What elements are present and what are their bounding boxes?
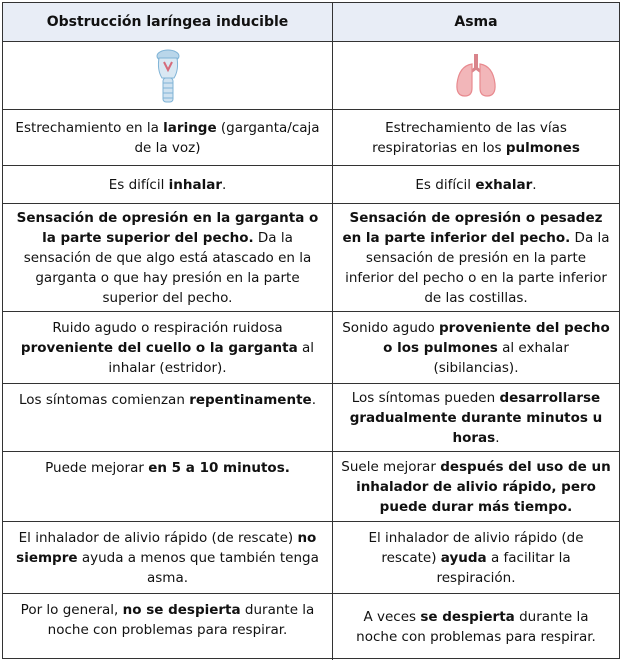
- lungs-icon: [453, 52, 499, 100]
- text-run: a facilitar la respiración.: [436, 549, 571, 586]
- text-run: Da la sensación de presión en la parte inferior del pecho o en la parte inferior de las costillas.: [345, 229, 610, 306]
- bold-text: en 5 a 10 minutos.: [148, 460, 290, 476]
- row8-left: [3, 594, 333, 660]
- row6-left: [3, 452, 333, 521]
- bold-text: repentinamente: [189, 392, 312, 408]
- text-run: durante la noche con problemas para respirar.: [356, 609, 596, 645]
- text-run: Los síntomas comienzan: [19, 392, 190, 408]
- text-run: Por lo general,: [20, 602, 123, 618]
- row4-left: [3, 312, 333, 383]
- bold-text: pulmones: [505, 139, 580, 156]
- bold-text: no se despierta: [122, 602, 241, 618]
- bold-text: exhalar: [475, 176, 533, 193]
- header-row: [3, 3, 619, 41]
- bold-text: proveniente del cuello o la garganta: [20, 339, 298, 356]
- row3-left: [3, 204, 333, 311]
- row1-left: [3, 110, 333, 165]
- table-row: [3, 109, 619, 165]
- header-right: Asma: [333, 3, 619, 41]
- bold-text: no siempre: [16, 529, 317, 566]
- text-run: .: [221, 176, 227, 193]
- table-row: [3, 593, 619, 660]
- text-run: Los síntomas pueden: [351, 389, 500, 406]
- bold-text: Sensación de opresión en la garganta o la parte superior del pecho.: [16, 209, 319, 246]
- table-row: [3, 311, 619, 383]
- icon-row: [3, 41, 619, 109]
- row2-left: [3, 166, 333, 203]
- row8-right: [333, 594, 619, 660]
- bold-text: inhalar: [168, 176, 222, 193]
- text-run: al exhalar (sibilancias).: [433, 339, 569, 376]
- text-run: A veces: [363, 609, 421, 625]
- bold-text: proveniente del pecho o los pulmones: [383, 319, 610, 356]
- table-row: [3, 451, 619, 521]
- row2-right: [333, 166, 619, 203]
- table-row: [3, 521, 619, 593]
- row5-right: [333, 384, 619, 451]
- text-run: Suele mejorar: [341, 458, 441, 475]
- text-run: .: [532, 176, 537, 193]
- text-run: Es difícil: [108, 176, 169, 193]
- header-left: Obstrucción laríngea inducible: [3, 3, 333, 41]
- text-run: .: [311, 392, 316, 408]
- bold-text: se despierta: [420, 609, 515, 625]
- bold-text: desarrollarse gradualmente durante minutos u horas: [349, 389, 603, 446]
- text-run: Puede mejorar: [45, 460, 149, 476]
- text-run: al inhalar (estridor).: [108, 339, 315, 376]
- table-row: [3, 165, 619, 203]
- bold-text: ayuda: [440, 549, 487, 566]
- icon-cell-left: [3, 42, 333, 109]
- text-run: .: [495, 429, 500, 446]
- text-run: Estrechamiento de las vías respiratorias en los: [372, 119, 567, 156]
- text-run: Ruido agudo o respiración ruidosa: [52, 319, 283, 336]
- comparison-table: [2, 2, 620, 659]
- icon-cell-right: [333, 42, 619, 109]
- text-run: Da la sensación de que algo está atascado en la garganta o que hay presión en la parte superior del pecho.: [23, 229, 312, 306]
- text-run: El inhalador de alivio rápido (de rescate): [18, 529, 298, 546]
- table-row: [3, 383, 619, 451]
- text-run: Estrechamiento en la: [15, 119, 164, 136]
- row7-right: [333, 522, 619, 593]
- bold-text: laringe: [163, 119, 217, 136]
- text-run: Sonido agudo: [342, 319, 440, 336]
- row1-right: [333, 110, 619, 165]
- table-row: [3, 203, 619, 311]
- row6-right: [333, 452, 619, 521]
- text-run: El inhalador de alivio rápido (de rescate): [368, 529, 584, 566]
- text-run: durante la noche con problemas para respirar.: [47, 602, 315, 638]
- text-run: (garganta/caja de la voz): [134, 119, 320, 156]
- row4-right: [333, 312, 619, 383]
- bold-text: después del uso de un inhalador de alivio rápido, pero puede durar más tiempo.: [356, 458, 611, 515]
- text-run: Es difícil: [415, 176, 476, 193]
- text-run: ayuda a menos que también tenga asma.: [77, 549, 319, 586]
- row5-left: [3, 384, 333, 451]
- row7-left: [3, 522, 333, 593]
- larynx-icon: [153, 48, 183, 104]
- row3-right: [333, 204, 619, 311]
- bold-text: Sensación de opresión o pesadez en la parte inferior del pecho.: [342, 209, 603, 246]
